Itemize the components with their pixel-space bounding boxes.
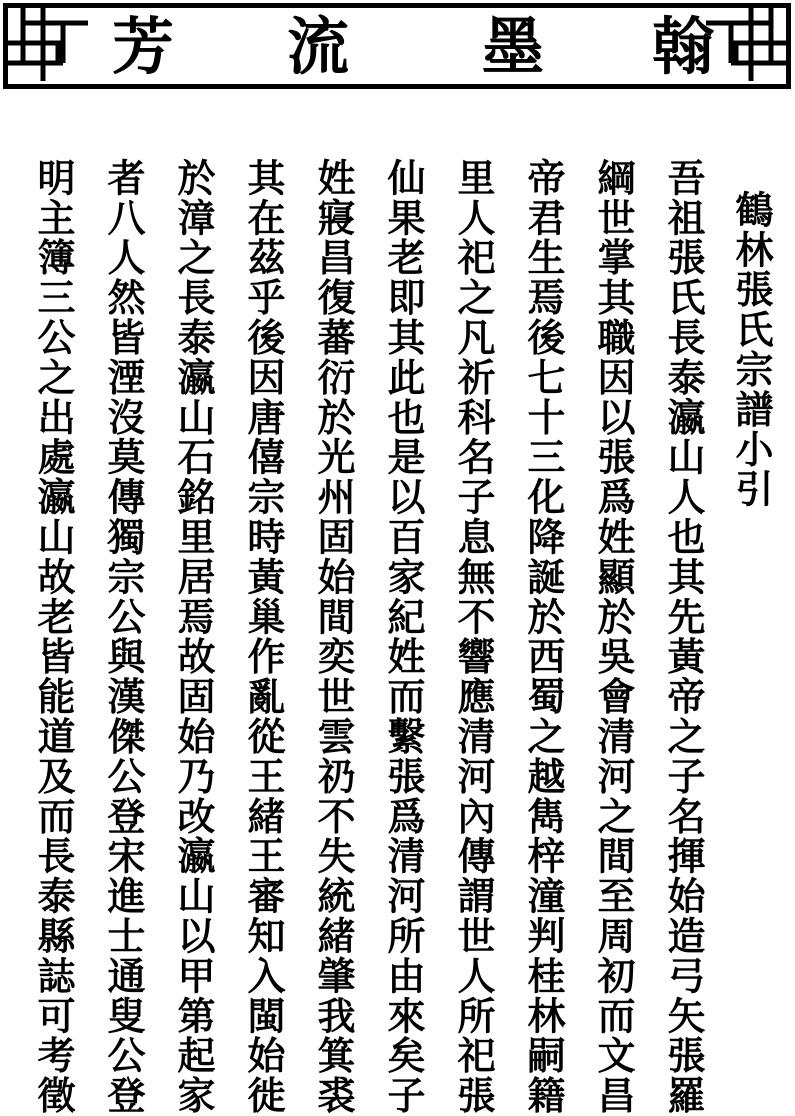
text-column-5: 仙果老即其此也是以百家紀姓而繫張爲清河所由來矣子: [381, 158, 426, 1116]
text-column-3: 帝君生焉後七十三化降誕於西蜀之越雋梓潼判桂林嗣籍: [521, 158, 566, 1116]
text-column-7: 其在茲乎後因唐僖宗時黃巢作亂從王緒王審知入閩始徙: [241, 158, 286, 1116]
text-column-4: 里人祀之凡祈科名子息無不響應清河內傳謂世人所祀張: [451, 158, 496, 1116]
text-column-8: 於漳之長泰瀛山石銘里居焉故固始乃改瀛山以甲第起家: [171, 158, 216, 1116]
document-title: 鶴林張氏宗譜小引: [729, 190, 774, 510]
text-column-6: 姓寢昌復蕃衍於光州固始間奕世雲礽不失統緒肇我箕裘: [311, 158, 356, 1116]
header-title: [98, 9, 714, 85]
frame-top-border: [3, 3, 791, 8]
header-title-char: 翰: [651, 10, 714, 83]
text-column-1: 吾祖張氏長泰瀛山人也其先黃帝之子名揮始造弓矢張羅: [661, 158, 706, 1116]
header-title-char: 芳: [111, 10, 174, 83]
text-column-10: 明主簿三公之出處瀛山故老皆能道及而長泰縣誌可考徵: [31, 158, 76, 1116]
text-column-9: 者八人然皆湮沒莫傳獨宗公與漢傑公登宋進士通叟公登: [101, 158, 146, 1116]
text-column-2: 綱世掌其職因以張爲姓顯於吳會清河之間至周初而文昌: [591, 158, 636, 1116]
header-title-char: 墨: [481, 10, 544, 83]
left-fret-ornament: [3, 3, 93, 89]
header-frame: [3, 3, 791, 89]
header-title-char: 流: [286, 10, 349, 83]
